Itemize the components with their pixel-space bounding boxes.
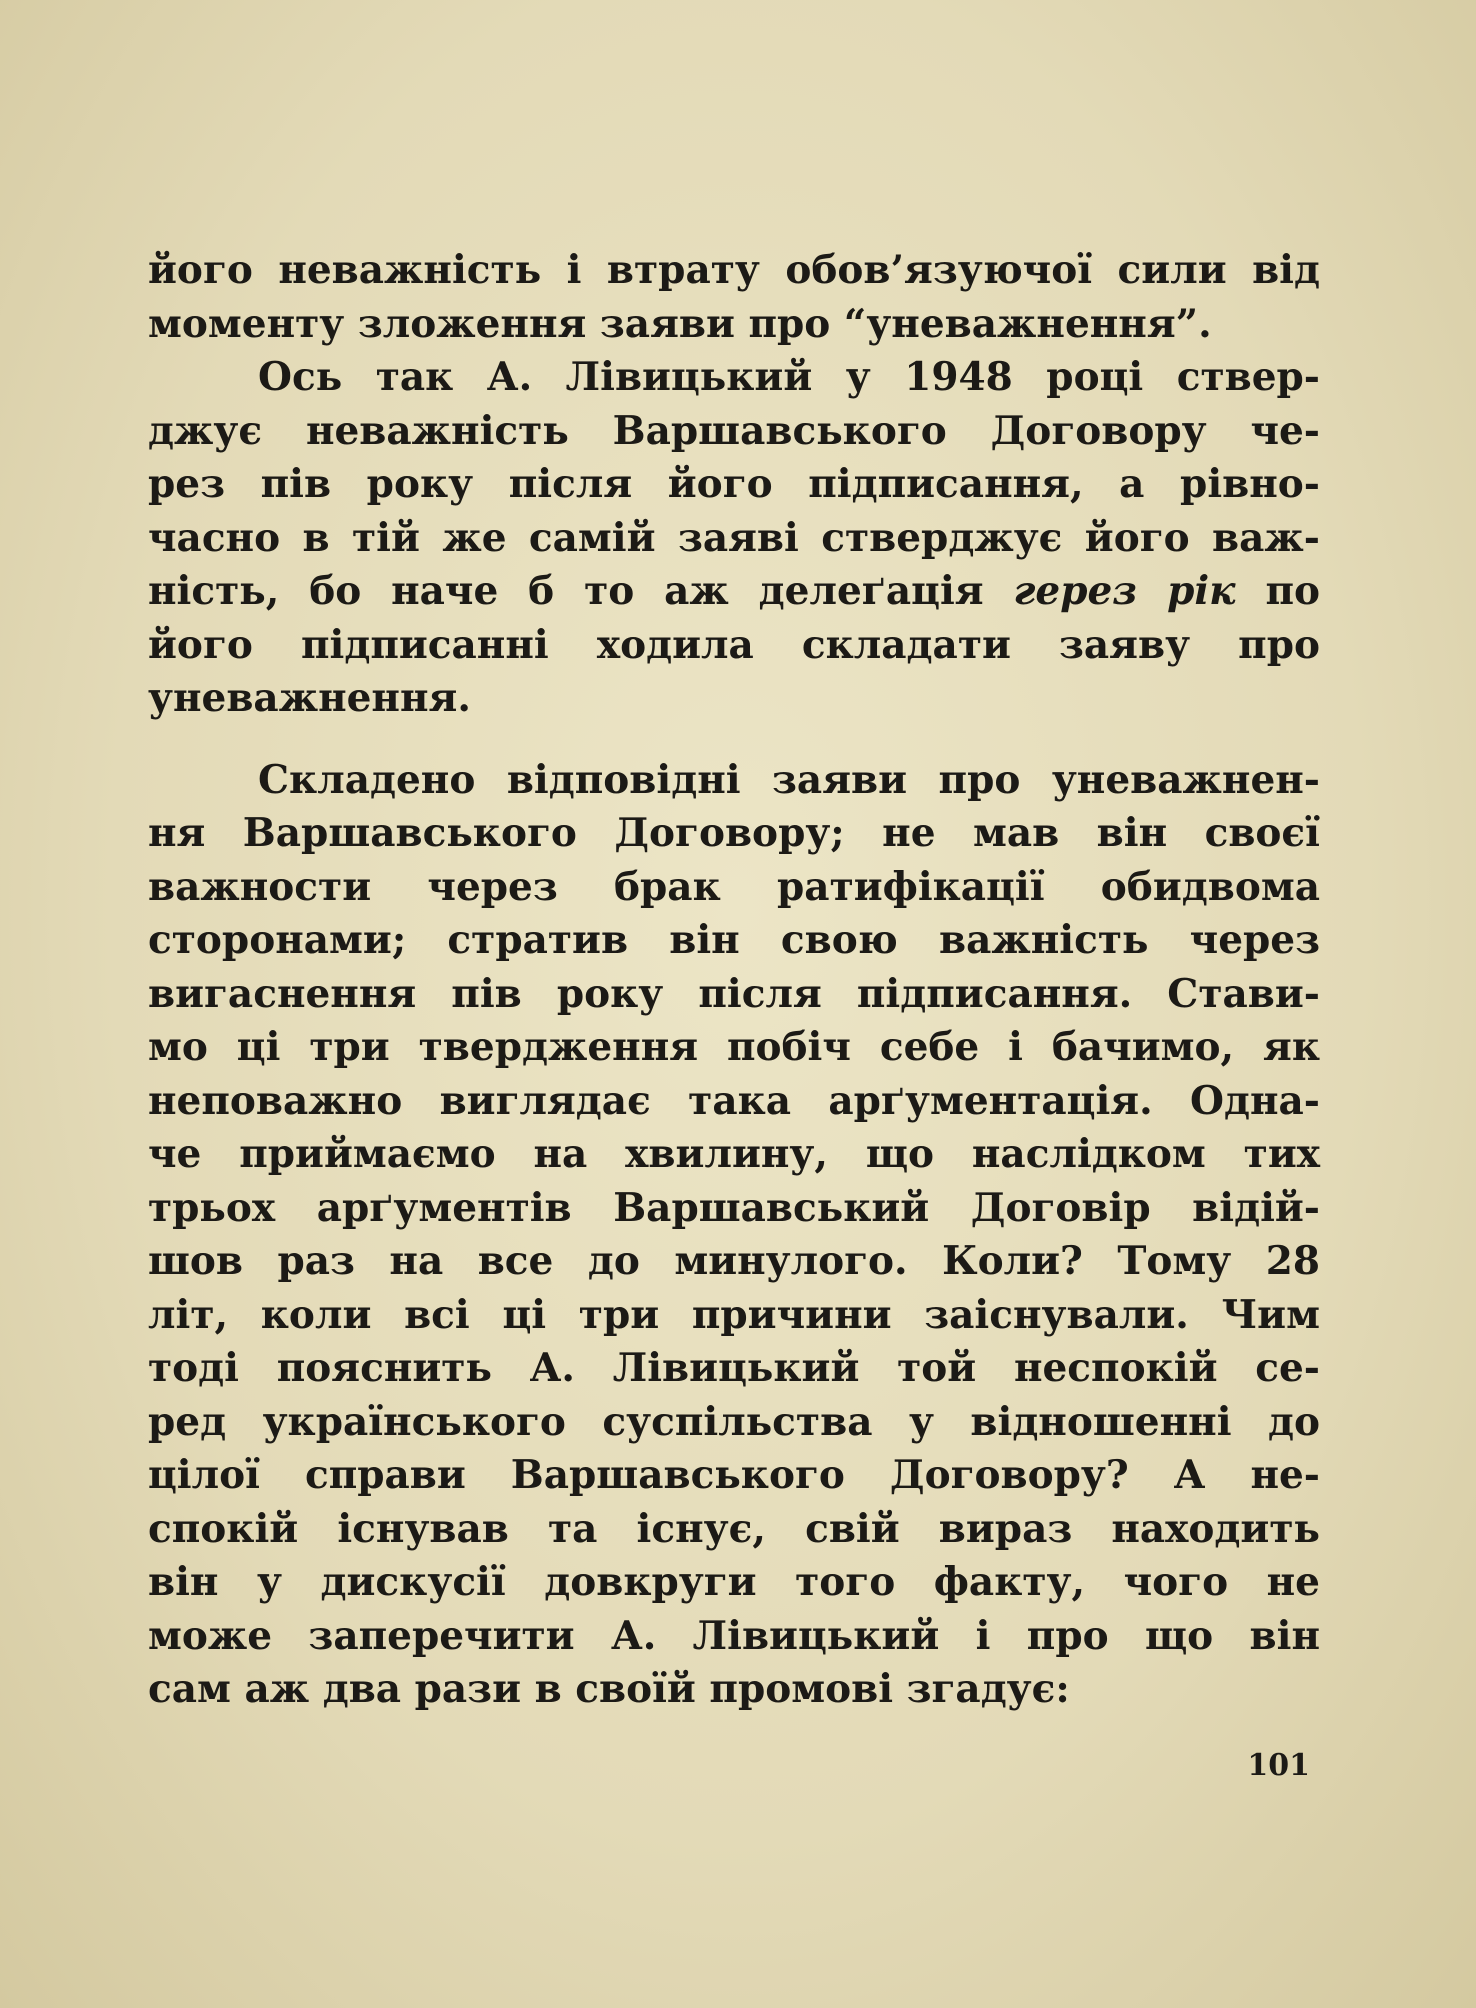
- text-line: цілої справи Варшавського Договору? А не-: [148, 1452, 1320, 1498]
- text-line: неповажно виглядає така арґументація. Одна-: [148, 1077, 1320, 1124]
- paragraph-3: [148, 754, 1320, 1717]
- paragraph-1: [148, 244, 1320, 351]
- text-line: Складено відповідні заяви про уневажнен-: [258, 756, 1320, 803]
- text-line: його підписанні ходила складати заяву про: [148, 621, 1320, 668]
- text-line: мо ці три твердження побіч себе і бачимо, як: [148, 1024, 1320, 1070]
- text-line: його неважність і втрату обов’язуючої сили від: [148, 247, 1320, 293]
- text-line: сторонами; стратив він свою важність через: [148, 917, 1320, 963]
- text-line: шов раз на все до минулого. Коли? Тому 28: [148, 1238, 1320, 1284]
- text-line: ня Варшавського Договору; не мав він своєї: [148, 810, 1320, 856]
- text-line: джує неважність Варшавського Договору че-: [148, 407, 1320, 454]
- text-line: Ось так А. Лівицький у 1948 році ствер-: [258, 354, 1320, 400]
- text-line: тоді пояснить А. Лівицький той неспокій се-: [148, 1345, 1320, 1391]
- paragraph-2: [148, 351, 1320, 726]
- text-line: часно в тій же самій заяві стверджує його важ-: [148, 514, 1320, 561]
- text-line: він у дискусії довкруги того факту, чого не: [148, 1559, 1320, 1605]
- text-line: рез пів року після його підписання, а рівно-: [148, 461, 1320, 507]
- text-line: може заперечити А. Лівицький і про що він: [148, 1612, 1320, 1659]
- text-line: трьох арґументів Варшавський Договір відій-: [148, 1184, 1320, 1231]
- text-line: важности через брак ратифікації обидвома: [148, 863, 1320, 910]
- paragraph-gap: [148, 726, 1320, 754]
- text-line: сам аж два рази в своїй промові згадує:: [148, 1666, 1070, 1712]
- text-line-with-italic: [148, 565, 1320, 619]
- text-line: уневажнення.: [148, 675, 471, 721]
- italic-emphasis: герез рік: [1013, 568, 1236, 614]
- text-run: по: [1235, 568, 1321, 614]
- text-line: ред українського суспільства у відношенні до: [148, 1398, 1320, 1445]
- text-line: че приймаємо на хвилину, що наслідком тих: [148, 1131, 1320, 1177]
- page-number: 101: [1247, 1748, 1310, 1783]
- text-line: літ, коли всі ці три причини заіснували. Чим: [148, 1291, 1320, 1338]
- text-run: ність, бо наче б то аж делеґація: [148, 568, 1014, 614]
- body-text: [148, 244, 1320, 1717]
- text-line: моменту зложення заяви про “уневажнення”.: [148, 300, 1212, 347]
- text-line: спокій існував та існує, свій вираз находить: [148, 1505, 1320, 1552]
- text-line: вигаснення пів року після підписання. Стави-: [148, 970, 1320, 1017]
